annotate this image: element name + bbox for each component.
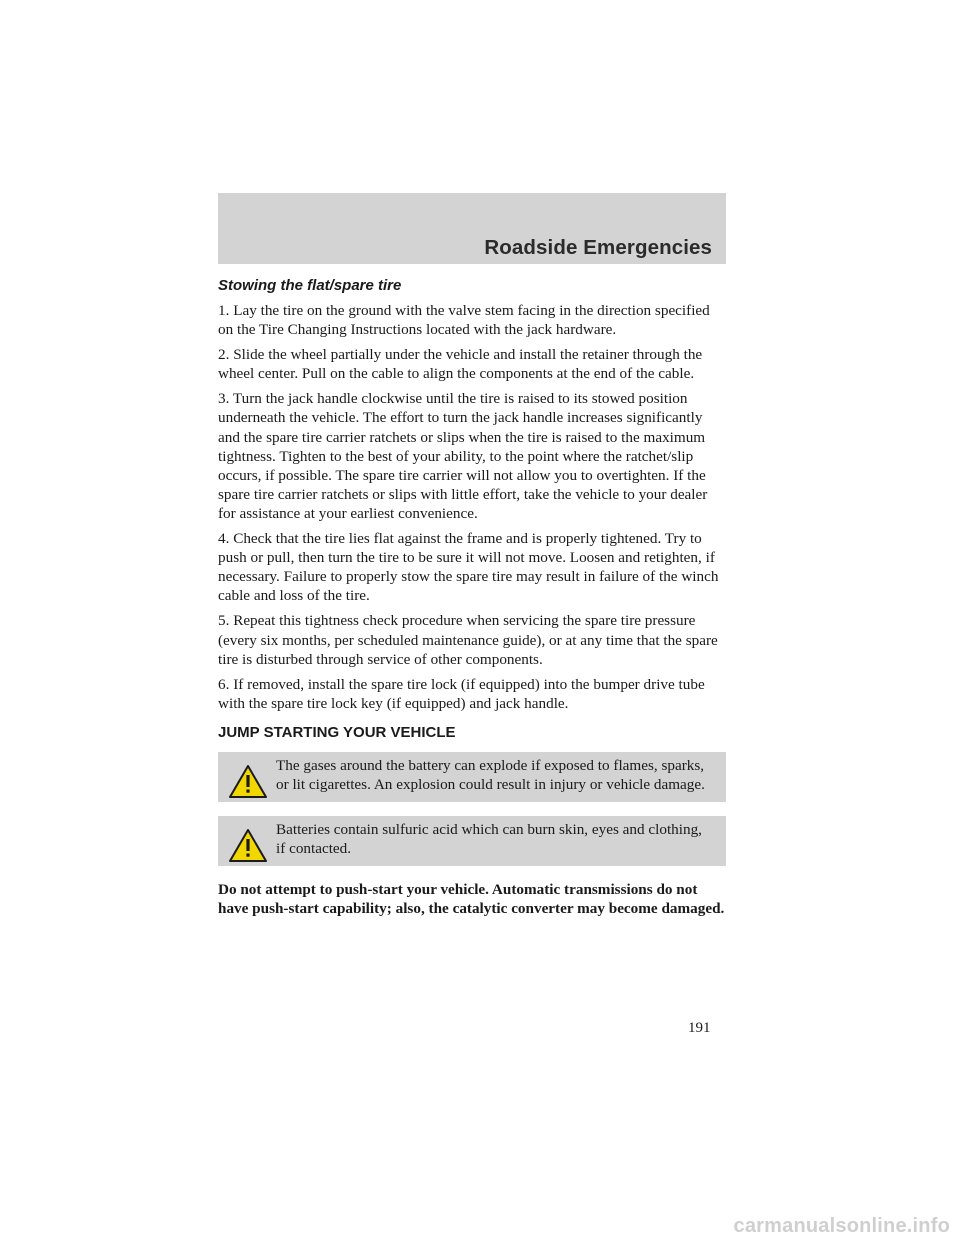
page-title: Roadside Emergencies	[484, 236, 712, 259]
warning-text-explosion: The gases around the battery can explode if exposed to flames, sparks, or lit cigarettes. An explosion could result in injury or vehicle damage.	[276, 756, 705, 793]
warning-box-acid	[218, 816, 726, 866]
warning-text-acid: Batteries contain sulfuric acid which can burn skin, eyes and clothing, if contacted.	[276, 821, 702, 858]
jump-heading: JUMP STARTING YOUR VEHICLE	[218, 723, 456, 741]
stowing-heading: Stowing the flat/spare tire	[218, 277, 402, 294]
warning-triangle-icon	[228, 764, 268, 800]
push-start-note: Do not attempt to push-start your vehicle. Automatic transmissions do not have push-start capability; also, the catalytic converter may become damaged.	[218, 881, 725, 918]
content	[218, 276, 726, 918]
header-band	[218, 193, 726, 264]
warning-triangle-icon	[228, 828, 268, 864]
step-3: 3. Turn the jack handle clockwise until the tire is raised to its stowed position underneath the vehicle. The effort to turn the jack handle increases significantly and the spare tire carrier ratchets or slips when the tire is raised to the maximum tightness. Tighten to the best of your ability, to the point where the ratchet/slip occurs, if possible. The spare tire carrier will not allow you to overtighten. If the spare tire carrier ratchets or slips with little effort, take the vehicle to your dealer for assistance at your earliest convenience.	[218, 390, 708, 522]
watermark: carmanualsonline.info	[733, 1215, 950, 1237]
step-1: 1. Lay the tire on the ground with the valve stem facing in the direction specified on the Tire Changing Instructions located with the jack hardware.	[218, 302, 710, 339]
step-2: 2. Slide the wheel partially under the vehicle and install the retainer through the wheel center. Pull on the cable to align the components at the end of the cable.	[218, 346, 703, 383]
page-number: 191	[688, 1020, 711, 1036]
step-5: 5. Repeat this tightness check procedure when servicing the spare tire pressure (every six months, per scheduled maintenance guide), or at any time that the spare tire is disturbed through service of other components.	[218, 612, 718, 668]
step-6: 6. If removed, install the spare tire lock (if equipped) into the bumper drive tube with the spare tire lock key (if equipped) and jack handle.	[218, 675, 705, 712]
warning-box-explosion	[218, 752, 726, 802]
step-4: 4. Check that the tire lies flat against the frame and is properly tightened. Try to push or pull, then turn the tire to be sure it will not move. Loosen and retighten, if necessary. Failure to properly stow the spare tire may result in failure of the winch cable and loss of the tire.	[218, 530, 719, 605]
